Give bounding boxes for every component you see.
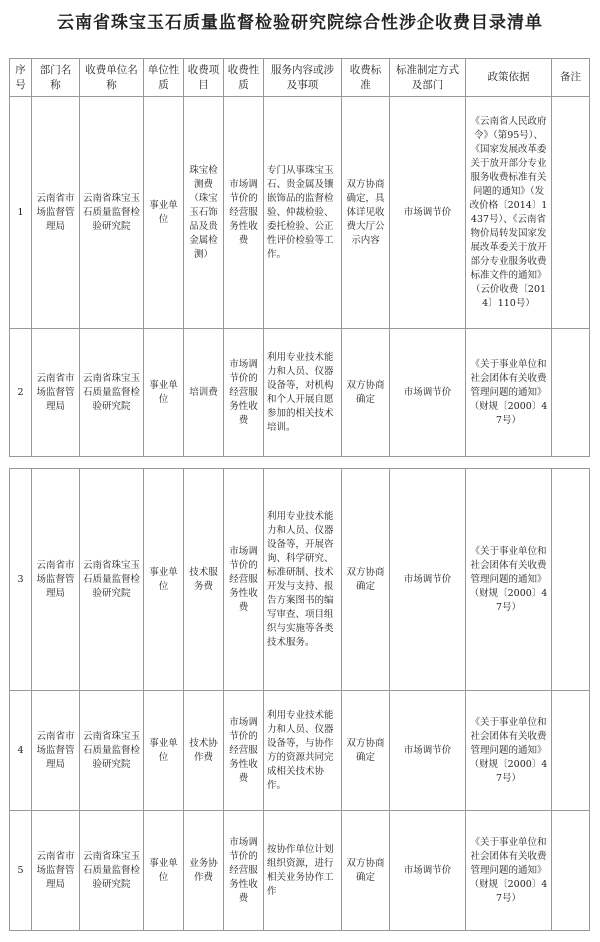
remark-cell <box>552 691 590 811</box>
header-cell: 单位性质 <box>144 59 184 97</box>
content-cell: 按协作单位计划组织资源，进行相关业务协作工作 <box>264 811 342 931</box>
item-cell: 技术服务费 <box>184 469 224 691</box>
unit-cell: 云南省珠宝玉石质量监督检验研究院 <box>80 811 144 931</box>
header-cell: 政策依据 <box>466 59 552 97</box>
row-number: 2 <box>10 329 32 457</box>
content-cell: 利用专业技术能力和人员、仪器设备等，与协作方的资源共同完成相关技术协作。 <box>264 691 342 811</box>
content-cell: 利用专业技术能力和人员、仪器设备等，开展咨询、科学研究、标准研制、技术开发与支持、报告方案图书的编写审查、项目组织与实施等各类技术服务。 <box>264 469 342 691</box>
table-row <box>10 97 590 329</box>
fee-nature-cell: 市场调节价的经营服务性收费 <box>224 97 264 329</box>
nature-cell: 事业单位 <box>144 811 184 931</box>
remark-cell <box>552 97 590 329</box>
row-number: 5 <box>10 811 32 931</box>
table-row <box>10 691 590 811</box>
header-cell: 备注 <box>552 59 590 97</box>
unit-cell: 云南省珠宝玉石质量监督检验研究院 <box>80 469 144 691</box>
remark-cell <box>552 811 590 931</box>
table-header-row <box>10 59 590 97</box>
fee-table-part-1 <box>9 58 590 457</box>
standard-cell: 双方协商确定 <box>342 329 390 457</box>
method-cell: 市场调节价 <box>390 691 466 811</box>
standard-cell: 双方协商确定，具体详见收费大厅公示内容 <box>342 97 390 329</box>
header-cell: 收费项目 <box>184 59 224 97</box>
method-cell: 市场调节价 <box>390 97 466 329</box>
header-cell: 收费单位名称 <box>80 59 144 97</box>
fee-nature-cell: 市场调节价的经营服务性收费 <box>224 691 264 811</box>
dept-cell: 云南省市场监督管理局 <box>32 469 80 691</box>
policy-cell: 《关于事业单位和社会团体有关收费管理问题的通知》（财规〔2000〕47号） <box>466 691 552 811</box>
header-cell: 收费标准 <box>342 59 390 97</box>
nature-cell: 事业单位 <box>144 329 184 457</box>
nature-cell: 事业单位 <box>144 691 184 811</box>
header-cell: 标准制定方式及部门 <box>390 59 466 97</box>
row-number: 4 <box>10 691 32 811</box>
header-cell: 服务内容或涉及事项 <box>264 59 342 97</box>
item-cell: 技术协作费 <box>184 691 224 811</box>
dept-cell: 云南省市场监督管理局 <box>32 97 80 329</box>
standard-cell: 双方协商确定 <box>342 811 390 931</box>
item-cell: 珠宝检测费（珠宝玉石饰品及贵金属检测） <box>184 97 224 329</box>
header-cell: 部门名称 <box>32 59 80 97</box>
fee-table-part-2 <box>9 468 590 931</box>
item-cell: 业务协作费 <box>184 811 224 931</box>
fee-nature-cell: 市场调节价的经营服务性收费 <box>224 469 264 691</box>
remark-cell <box>552 469 590 691</box>
row-number: 1 <box>10 97 32 329</box>
standard-cell: 双方协商确定 <box>342 691 390 811</box>
fee-nature-cell: 市场调节价的经营服务性收费 <box>224 329 264 457</box>
item-cell: 培训费 <box>184 329 224 457</box>
table-row <box>10 329 590 457</box>
policy-cell: 《云南省人民政府令》（第95号）、《国家发展改革委关于放开部分专业服务收费标准有关问题的通知》（发改价格〔2014〕1437号）、《云南省物价局转发国家发展改革委关于放开部分专业服务收费标准文件的通知》（云价收费〔2014〕110号） <box>466 97 552 329</box>
dept-cell: 云南省市场监督管理局 <box>32 329 80 457</box>
policy-cell: 《关于事业单位和社会团体有关收费管理问题的通知》（财规〔2000〕47号） <box>466 811 552 931</box>
content-cell: 专门从事珠宝玉石、贵金属及镶嵌饰品的监督检验、仲裁检验、委托检验、公正性评价检验等工作。 <box>264 97 342 329</box>
method-cell: 市场调节价 <box>390 469 466 691</box>
header-cell: 收费性质 <box>224 59 264 97</box>
dept-cell: 云南省市场监督管理局 <box>32 811 80 931</box>
method-cell: 市场调节价 <box>390 329 466 457</box>
nature-cell: 事业单位 <box>144 469 184 691</box>
standard-cell: 双方协商确定 <box>342 469 390 691</box>
policy-cell: 《关于事业单位和社会团体有关收费管理问题的通知》（财规〔2000〕47号） <box>466 329 552 457</box>
row-number: 3 <box>10 469 32 691</box>
unit-cell: 云南省珠宝玉石质量监督检验研究院 <box>80 97 144 329</box>
dept-cell: 云南省市场监督管理局 <box>32 691 80 811</box>
fee-nature-cell: 市场调节价的经营服务性收费 <box>224 811 264 931</box>
policy-cell: 《关于事业单位和社会团体有关收费管理问题的通知》（财规〔2000〕47号） <box>466 469 552 691</box>
table-row <box>10 469 590 691</box>
unit-cell: 云南省珠宝玉石质量监督检验研究院 <box>80 329 144 457</box>
unit-cell: 云南省珠宝玉石质量监督检验研究院 <box>80 691 144 811</box>
page-title: 云南省珠宝玉石质量监督检验研究院综合性涉企收费目录清单 <box>57 13 543 33</box>
header-cell: 序号 <box>10 59 32 97</box>
method-cell: 市场调节价 <box>390 811 466 931</box>
content-cell: 利用专业技术能力和人员、仪器设备等，对机构和个人开展自愿参加的相关技术培训。 <box>264 329 342 457</box>
remark-cell <box>552 329 590 457</box>
nature-cell: 事业单位 <box>144 97 184 329</box>
table-row <box>10 811 590 931</box>
